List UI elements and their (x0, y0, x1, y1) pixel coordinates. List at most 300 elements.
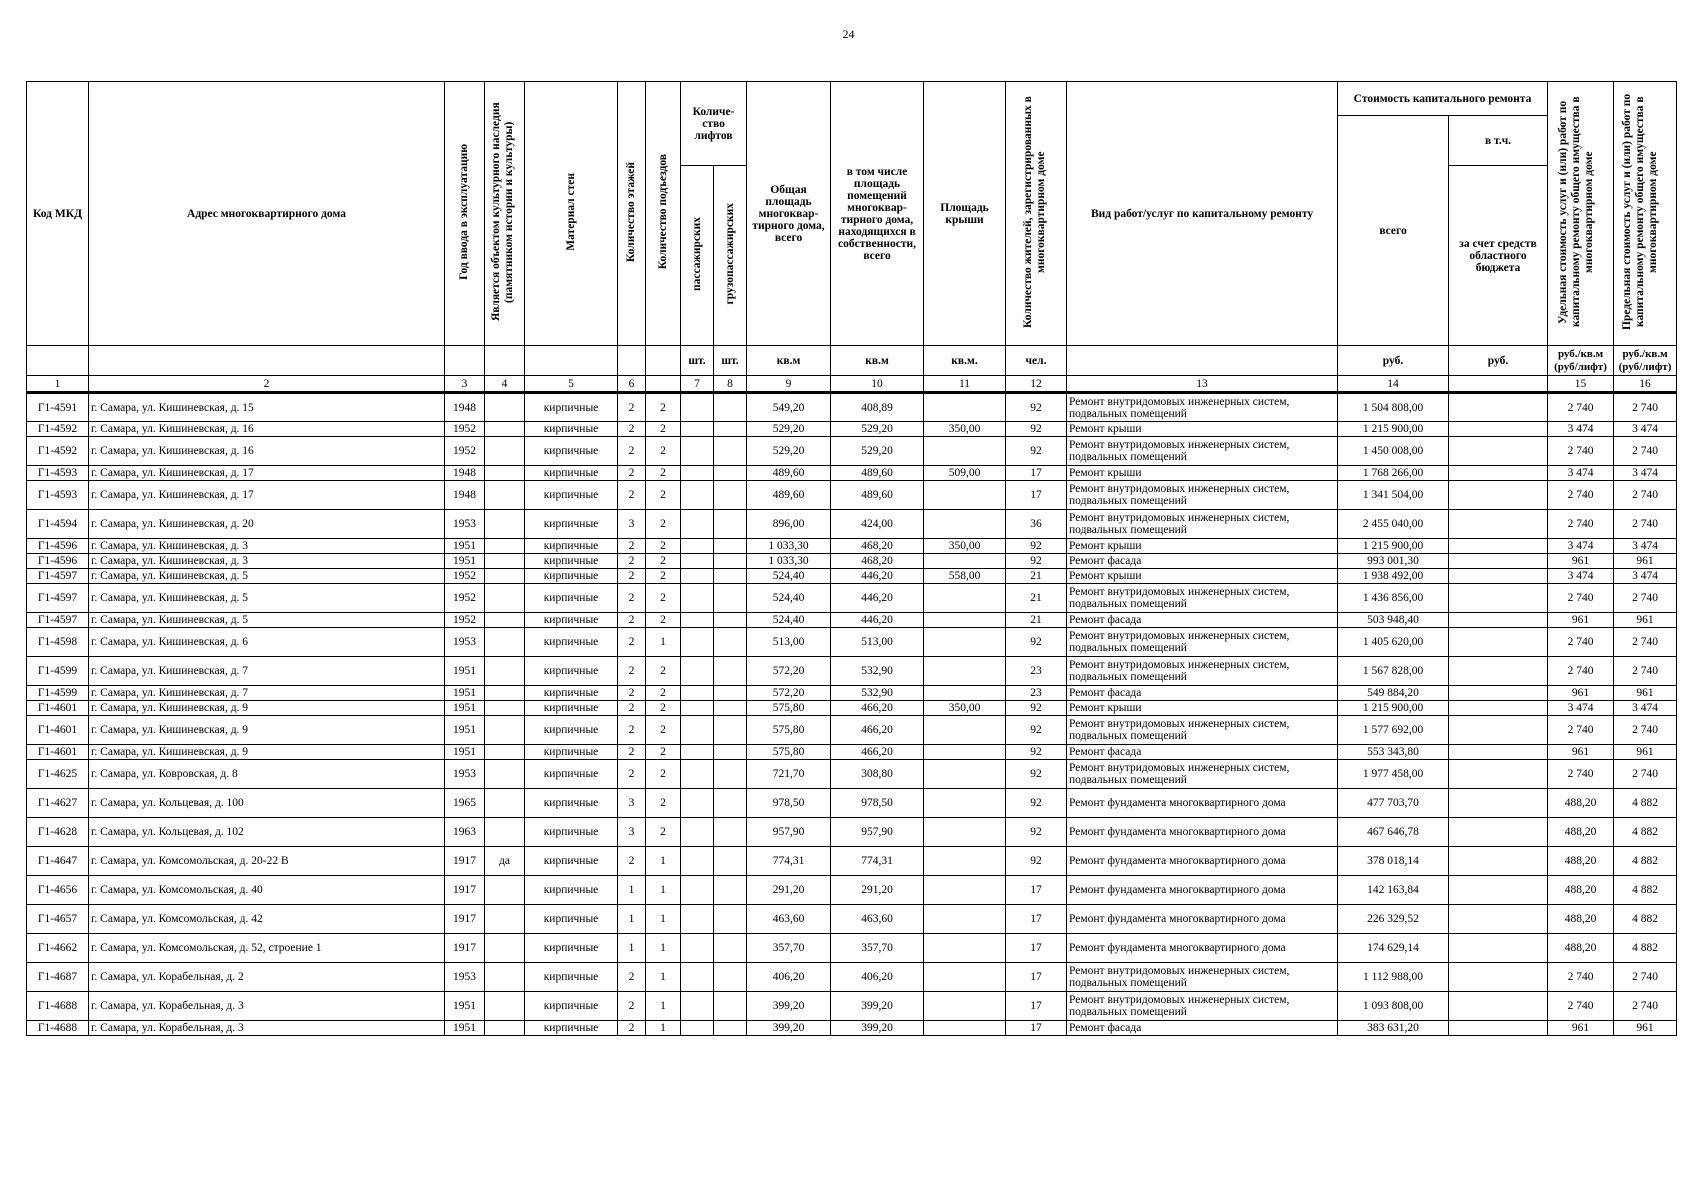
cell-area-owned: 308,80 (831, 760, 924, 789)
cell-roof-area (924, 716, 1006, 745)
cell-code: Г1-4688 (27, 1021, 89, 1036)
header-entrances: Количество подъездов (646, 82, 681, 346)
cell-roof-area (924, 760, 1006, 789)
header-address: Адрес многоквартирного дома (89, 82, 445, 346)
table-row (27, 716, 1677, 745)
cell-year: 1953 (445, 628, 485, 657)
cell-unit-cost: 2 740 (1548, 657, 1614, 686)
cell-work-type: Ремонт фасада (1067, 554, 1338, 569)
table-row (27, 1021, 1677, 1036)
unit-rub-sqm: руб./кв.м (руб/лифт) (1548, 346, 1614, 376)
header-cost-incl: в т.ч. (1449, 116, 1548, 166)
cell-address: г. Самара, ул. Комсомольская, д. 52, строение 1 (89, 934, 445, 963)
cell-code: Г1-4592 (27, 422, 89, 437)
column-number: 13 (1067, 376, 1338, 393)
cell-heritage (485, 510, 525, 539)
cell-entrances: 1 (646, 992, 681, 1021)
cell-lifts-cargo (714, 628, 747, 657)
cell-area-total: 549,20 (747, 393, 831, 422)
cell-area-total: 357,70 (747, 934, 831, 963)
cell-unit-cost: 488,20 (1548, 789, 1614, 818)
cell-entrances: 2 (646, 716, 681, 745)
cell-address: г. Самара, ул. Кишиневская, д. 17 (89, 466, 445, 481)
cell-max-cost: 961 (1614, 745, 1677, 760)
cell-code: Г1-4594 (27, 510, 89, 539)
cell-year: 1951 (445, 716, 485, 745)
column-number (1449, 376, 1548, 393)
cell-entrances: 1 (646, 876, 681, 905)
cell-roof-area (924, 393, 1006, 422)
column-number: 10 (831, 376, 924, 393)
cell-work-type: Ремонт внутридомовых инженерных систем, подвальных помещений (1067, 437, 1338, 466)
cell-roof-area (924, 437, 1006, 466)
cell-code: Г1-4687 (27, 963, 89, 992)
column-number: 1 (27, 376, 89, 393)
cell-area-owned: 468,20 (831, 554, 924, 569)
cell-year: 1917 (445, 905, 485, 934)
cell-residents: 92 (1006, 539, 1067, 554)
cell-material: кирпичные (525, 466, 618, 481)
cell-year: 1917 (445, 847, 485, 876)
cell-code: Г1-4688 (27, 992, 89, 1021)
cell-lifts-pass (681, 934, 714, 963)
cell-code: Г1-4597 (27, 613, 89, 628)
cell-code: Г1-4647 (27, 847, 89, 876)
cell-entrances: 2 (646, 393, 681, 422)
cell-entrances: 2 (646, 481, 681, 510)
cell-address: г. Самара, ул. Комсомольская, д. 40 (89, 876, 445, 905)
cell-roof-area (924, 657, 1006, 686)
cell-roof-area (924, 554, 1006, 569)
column-number: 2 (89, 376, 445, 393)
cell-area-owned: 446,20 (831, 584, 924, 613)
cell-lifts-pass (681, 628, 714, 657)
cell-max-cost: 2 740 (1614, 628, 1677, 657)
header-roof-area: Площадь крыши (924, 82, 1006, 346)
cell-code: Г1-4591 (27, 393, 89, 422)
cell-roof-area (924, 963, 1006, 992)
cell-roof-area (924, 992, 1006, 1021)
cell-heritage (485, 992, 525, 1021)
cell-year: 1948 (445, 393, 485, 422)
cell-material: кирпичные (525, 422, 618, 437)
cell-lifts-cargo (714, 745, 747, 760)
cell-cost-total: 1 341 504,00 (1338, 481, 1449, 510)
cell-max-cost: 3 474 (1614, 466, 1677, 481)
cell-entrances: 2 (646, 613, 681, 628)
cell-area-total: 957,90 (747, 818, 831, 847)
cell-floors: 2 (618, 437, 646, 466)
cell-residents: 17 (1006, 466, 1067, 481)
cell-cost-total: 1 768 266,00 (1338, 466, 1449, 481)
cell-area-owned: 357,70 (831, 934, 924, 963)
cell-lifts-pass (681, 905, 714, 934)
cell-heritage (485, 789, 525, 818)
cell-work-type: Ремонт крыши (1067, 701, 1338, 716)
table-row (27, 876, 1677, 905)
cell-max-cost: 4 882 (1614, 934, 1677, 963)
cell-roof-area: 350,00 (924, 422, 1006, 437)
cell-entrances: 2 (646, 760, 681, 789)
cell-year: 1952 (445, 569, 485, 584)
cell-work-type: Ремонт фундамента многоквартирного дома (1067, 934, 1338, 963)
cell-address: г. Самара, ул. Кишиневская, д. 3 (89, 539, 445, 554)
cell-lifts-pass (681, 745, 714, 760)
cell-entrances: 2 (646, 657, 681, 686)
cell-lifts-pass (681, 422, 714, 437)
cell-address: г. Самара, ул. Корабельная, д. 2 (89, 963, 445, 992)
cell-cost-regional (1449, 716, 1548, 745)
header-unit-cost: Удельная стоимость услуг и (или) работ по капитальному ремонту общего имущества в многоквартирном доме (1548, 82, 1614, 346)
cell-max-cost: 2 740 (1614, 393, 1677, 422)
cell-cost-regional (1449, 437, 1548, 466)
cell-entrances: 2 (646, 466, 681, 481)
cell-lifts-pass (681, 657, 714, 686)
cell-max-cost: 3 474 (1614, 701, 1677, 716)
cell-area-owned: 774,31 (831, 847, 924, 876)
cell-lifts-cargo (714, 760, 747, 789)
cell-unit-cost: 961 (1548, 554, 1614, 569)
table-row (27, 963, 1677, 992)
table-row (27, 393, 1677, 422)
cell-cost-regional (1449, 584, 1548, 613)
cell-area-total: 529,20 (747, 422, 831, 437)
cell-code: Г1-4628 (27, 818, 89, 847)
cell-residents: 92 (1006, 745, 1067, 760)
cell-unit-cost: 3 474 (1548, 422, 1614, 437)
cell-lifts-cargo (714, 613, 747, 628)
cell-address: г. Самара, ул. Кишиневская, д. 20 (89, 510, 445, 539)
cell-cost-total: 378 018,14 (1338, 847, 1449, 876)
cell-residents: 92 (1006, 818, 1067, 847)
cell-lifts-cargo (714, 510, 747, 539)
cell-work-type: Ремонт внутридомовых инженерных систем, подвальных помещений (1067, 584, 1338, 613)
cell-work-type: Ремонт внутридомовых инженерных систем, подвальных помещений (1067, 716, 1338, 745)
cell-year: 1917 (445, 934, 485, 963)
cell-lifts-pass (681, 466, 714, 481)
cell-heritage (485, 657, 525, 686)
cell-year: 1951 (445, 686, 485, 701)
cell-lifts-cargo (714, 963, 747, 992)
cell-lifts-cargo (714, 992, 747, 1021)
cell-unit-cost: 3 474 (1548, 701, 1614, 716)
cell-floors: 2 (618, 466, 646, 481)
cell-material: кирпичные (525, 437, 618, 466)
cell-unit-cost: 2 740 (1548, 584, 1614, 613)
cell-code: Г1-4593 (27, 466, 89, 481)
cell-heritage (485, 1021, 525, 1036)
cell-heritage (485, 422, 525, 437)
cell-max-cost: 961 (1614, 1021, 1677, 1036)
cell-max-cost: 2 740 (1614, 716, 1677, 745)
cell-floors: 2 (618, 745, 646, 760)
cell-work-type: Ремонт внутридомовых инженерных систем, подвальных помещений (1067, 510, 1338, 539)
cell-year: 1965 (445, 789, 485, 818)
cell-year: 1951 (445, 539, 485, 554)
cell-entrances: 2 (646, 818, 681, 847)
cell-area-owned: 957,90 (831, 818, 924, 847)
cell-address: г. Самара, ул. Комсомольская, д. 42 (89, 905, 445, 934)
cell-address: г. Самара, ул. Кишиневская, д. 16 (89, 422, 445, 437)
cell-lifts-cargo (714, 876, 747, 905)
cell-entrances: 1 (646, 905, 681, 934)
cell-cost-regional (1449, 422, 1548, 437)
cell-lifts-cargo (714, 539, 747, 554)
cell-lifts-cargo (714, 789, 747, 818)
cell-lifts-cargo (714, 686, 747, 701)
cell-material: кирпичные (525, 686, 618, 701)
header-work-type: Вид работ/услуг по капитальному ремонту (1067, 82, 1338, 346)
cell-lifts-pass (681, 554, 714, 569)
cell-floors: 3 (618, 789, 646, 818)
cell-year: 1951 (445, 992, 485, 1021)
capital-repair-table (26, 81, 1677, 1036)
cell-residents: 21 (1006, 613, 1067, 628)
cell-year: 1952 (445, 422, 485, 437)
cell-year: 1963 (445, 818, 485, 847)
cell-year: 1952 (445, 437, 485, 466)
table-row (27, 539, 1677, 554)
cell-area-owned: 399,20 (831, 1021, 924, 1036)
unit-rub-sqm: руб./кв.м (руб/лифт) (1614, 346, 1677, 376)
cell-area-total: 721,70 (747, 760, 831, 789)
cell-area-total: 406,20 (747, 963, 831, 992)
cell-area-owned: 529,20 (831, 437, 924, 466)
header-year: Год ввода в эксплуатацию (445, 82, 485, 346)
cell-area-owned: 466,20 (831, 745, 924, 760)
cell-max-cost: 4 882 (1614, 789, 1677, 818)
cell-lifts-cargo (714, 847, 747, 876)
cell-area-owned: 489,60 (831, 481, 924, 510)
cell-year: 1951 (445, 745, 485, 760)
cell-code: Г1-4597 (27, 584, 89, 613)
cell-address: г. Самара, ул. Кишиневская, д. 5 (89, 584, 445, 613)
unit-rub: руб. (1338, 346, 1449, 376)
cell-work-type: Ремонт фасада (1067, 613, 1338, 628)
cell-residents: 17 (1006, 481, 1067, 510)
table-row (27, 789, 1677, 818)
cell-entrances: 2 (646, 584, 681, 613)
cell-code: Г1-4601 (27, 745, 89, 760)
cell-cost-regional (1449, 481, 1548, 510)
header-max-cost: Предельная стоимость услуг и (или) работ по капитальному ремонту общего имущества в многоквартирном доме (1614, 82, 1677, 346)
cell-roof-area (924, 818, 1006, 847)
cell-material: кирпичные (525, 789, 618, 818)
cell-material: кирпичные (525, 1021, 618, 1036)
cell-area-total: 529,20 (747, 437, 831, 466)
cell-area-total: 524,40 (747, 569, 831, 584)
cell-entrances: 1 (646, 963, 681, 992)
cell-unit-cost: 961 (1548, 745, 1614, 760)
cell-roof-area (924, 613, 1006, 628)
cell-roof-area (924, 1021, 1006, 1036)
header-area-owned: в том числе площадь помещений многоквар-тирного дома, находящихся в собственности, всего (831, 82, 924, 346)
cell-roof-area (924, 686, 1006, 701)
table-row (27, 466, 1677, 481)
cell-code: Г1-4657 (27, 905, 89, 934)
table-row (27, 760, 1677, 789)
cell-unit-cost: 2 740 (1548, 628, 1614, 657)
cell-heritage (485, 437, 525, 466)
cell-address: г. Самара, ул. Кольцевая, д. 100 (89, 789, 445, 818)
cell-entrances: 2 (646, 701, 681, 716)
cell-max-cost: 961 (1614, 686, 1677, 701)
cell-material: кирпичные (525, 992, 618, 1021)
cell-address: г. Самара, ул. Кольцевая, д. 102 (89, 818, 445, 847)
cell-cost-regional (1449, 466, 1548, 481)
header-lifts-cargo: грузопассажирских (714, 166, 747, 346)
cell-unit-cost: 2 740 (1548, 760, 1614, 789)
cell-cost-regional (1449, 818, 1548, 847)
column-number: 4 (485, 376, 525, 393)
header-cost-regional: за счет средств областного бюджета (1449, 166, 1548, 346)
cell-floors: 2 (618, 554, 646, 569)
cell-heritage (485, 963, 525, 992)
cell-work-type: Ремонт фундамента многоквартирного дома (1067, 905, 1338, 934)
cell-material: кирпичные (525, 760, 618, 789)
cell-work-type: Ремонт крыши (1067, 569, 1338, 584)
header-cost-group: Стоимость капитального ремонта (1338, 82, 1548, 116)
cell-floors: 2 (618, 481, 646, 510)
cell-cost-total: 477 703,70 (1338, 789, 1449, 818)
cell-heritage (485, 539, 525, 554)
cell-max-cost: 2 740 (1614, 992, 1677, 1021)
cell-entrances: 2 (646, 510, 681, 539)
table-row (27, 510, 1677, 539)
cell-roof-area: 509,00 (924, 466, 1006, 481)
cell-residents: 23 (1006, 657, 1067, 686)
cell-lifts-cargo (714, 657, 747, 686)
column-number-row (27, 376, 1677, 393)
cell-floors: 3 (618, 818, 646, 847)
cell-floors: 2 (618, 1021, 646, 1036)
cell-material: кирпичные (525, 393, 618, 422)
cell-area-owned: 424,00 (831, 510, 924, 539)
cell-floors: 3 (618, 510, 646, 539)
cell-unit-cost: 3 474 (1548, 569, 1614, 584)
cell-residents: 92 (1006, 437, 1067, 466)
cell-lifts-pass (681, 686, 714, 701)
cell-lifts-pass (681, 760, 714, 789)
cell-cost-total: 1 215 900,00 (1338, 422, 1449, 437)
column-number: 3 (445, 376, 485, 393)
header-code: Код МКД (27, 82, 89, 346)
table-row (27, 847, 1677, 876)
cell-roof-area: 558,00 (924, 569, 1006, 584)
cell-roof-area (924, 934, 1006, 963)
cell-material: кирпичные (525, 613, 618, 628)
cell-material: кирпичные (525, 628, 618, 657)
cell-lifts-pass (681, 393, 714, 422)
cell-entrances: 2 (646, 569, 681, 584)
header-lifts: Количе-ство лифтов (681, 82, 747, 166)
cell-unit-cost: 2 740 (1548, 481, 1614, 510)
cell-area-owned: 446,20 (831, 613, 924, 628)
cell-unit-cost: 488,20 (1548, 905, 1614, 934)
cell-area-total: 572,20 (747, 657, 831, 686)
cell-lifts-cargo (714, 584, 747, 613)
cell-year: 1952 (445, 613, 485, 628)
cell-area-total: 572,20 (747, 686, 831, 701)
cell-material: кирпичные (525, 510, 618, 539)
cell-residents: 92 (1006, 716, 1067, 745)
cell-cost-regional (1449, 1021, 1548, 1036)
cell-residents: 21 (1006, 569, 1067, 584)
cell-max-cost: 4 882 (1614, 876, 1677, 905)
cell-cost-total: 1 567 828,00 (1338, 657, 1449, 686)
cell-floors: 2 (618, 539, 646, 554)
cell-area-owned: 466,20 (831, 701, 924, 716)
unit-sqm: кв.м (831, 346, 924, 376)
cell-lifts-cargo (714, 437, 747, 466)
cell-roof-area (924, 628, 1006, 657)
cell-max-cost: 2 740 (1614, 963, 1677, 992)
cell-cost-total: 553 343,80 (1338, 745, 1449, 760)
cell-unit-cost: 2 740 (1548, 393, 1614, 422)
cell-cost-regional (1449, 701, 1548, 716)
cell-area-owned: 291,20 (831, 876, 924, 905)
cell-area-total: 1 033,30 (747, 554, 831, 569)
cell-cost-total: 1 450 008,00 (1338, 437, 1449, 466)
cell-year: 1951 (445, 701, 485, 716)
column-number: 14 (1338, 376, 1449, 393)
cell-entrances: 1 (646, 934, 681, 963)
table-row (27, 422, 1677, 437)
cell-area-total: 489,60 (747, 466, 831, 481)
unit-rub: руб. (1449, 346, 1548, 376)
cell-roof-area (924, 584, 1006, 613)
cell-code: Г1-4592 (27, 437, 89, 466)
cell-cost-total: 549 884,20 (1338, 686, 1449, 701)
cell-residents: 36 (1006, 510, 1067, 539)
cell-floors: 2 (618, 569, 646, 584)
cell-cost-total: 1 938 492,00 (1338, 569, 1449, 584)
cell-work-type: Ремонт фасада (1067, 686, 1338, 701)
cell-roof-area (924, 510, 1006, 539)
cell-address: г. Самара, ул. Кишиневская, д. 6 (89, 628, 445, 657)
cell-cost-regional (1449, 393, 1548, 422)
cell-year: 1953 (445, 760, 485, 789)
page-number: 24 (842, 27, 855, 41)
cell-work-type: Ремонт фундамента многоквартирного дома (1067, 818, 1338, 847)
cell-entrances: 2 (646, 422, 681, 437)
cell-area-owned: 466,20 (831, 716, 924, 745)
cell-heritage (485, 760, 525, 789)
cell-cost-total: 1 436 856,00 (1338, 584, 1449, 613)
cell-work-type: Ремонт фундамента многоквартирного дома (1067, 876, 1338, 905)
cell-max-cost: 2 740 (1614, 481, 1677, 510)
cell-cost-total: 226 329,52 (1338, 905, 1449, 934)
cell-cost-regional (1449, 657, 1548, 686)
cell-floors: 1 (618, 905, 646, 934)
cell-lifts-pass (681, 437, 714, 466)
cell-heritage (485, 466, 525, 481)
cell-entrances: 1 (646, 847, 681, 876)
cell-entrances: 2 (646, 686, 681, 701)
table-row (27, 554, 1677, 569)
cell-code: Г1-4625 (27, 760, 89, 789)
cell-cost-total: 503 948,40 (1338, 613, 1449, 628)
cell-residents: 17 (1006, 963, 1067, 992)
unit-pcs: шт. (714, 346, 747, 376)
cell-address: г. Самара, ул. Корабельная, д. 3 (89, 992, 445, 1021)
cell-max-cost: 961 (1614, 613, 1677, 628)
column-number: 16 (1614, 376, 1677, 393)
cell-year: 1951 (445, 554, 485, 569)
cell-residents: 17 (1006, 876, 1067, 905)
cell-area-total: 896,00 (747, 510, 831, 539)
cell-address: г. Самара, ул. Комсомольская, д. 20-22 В (89, 847, 445, 876)
